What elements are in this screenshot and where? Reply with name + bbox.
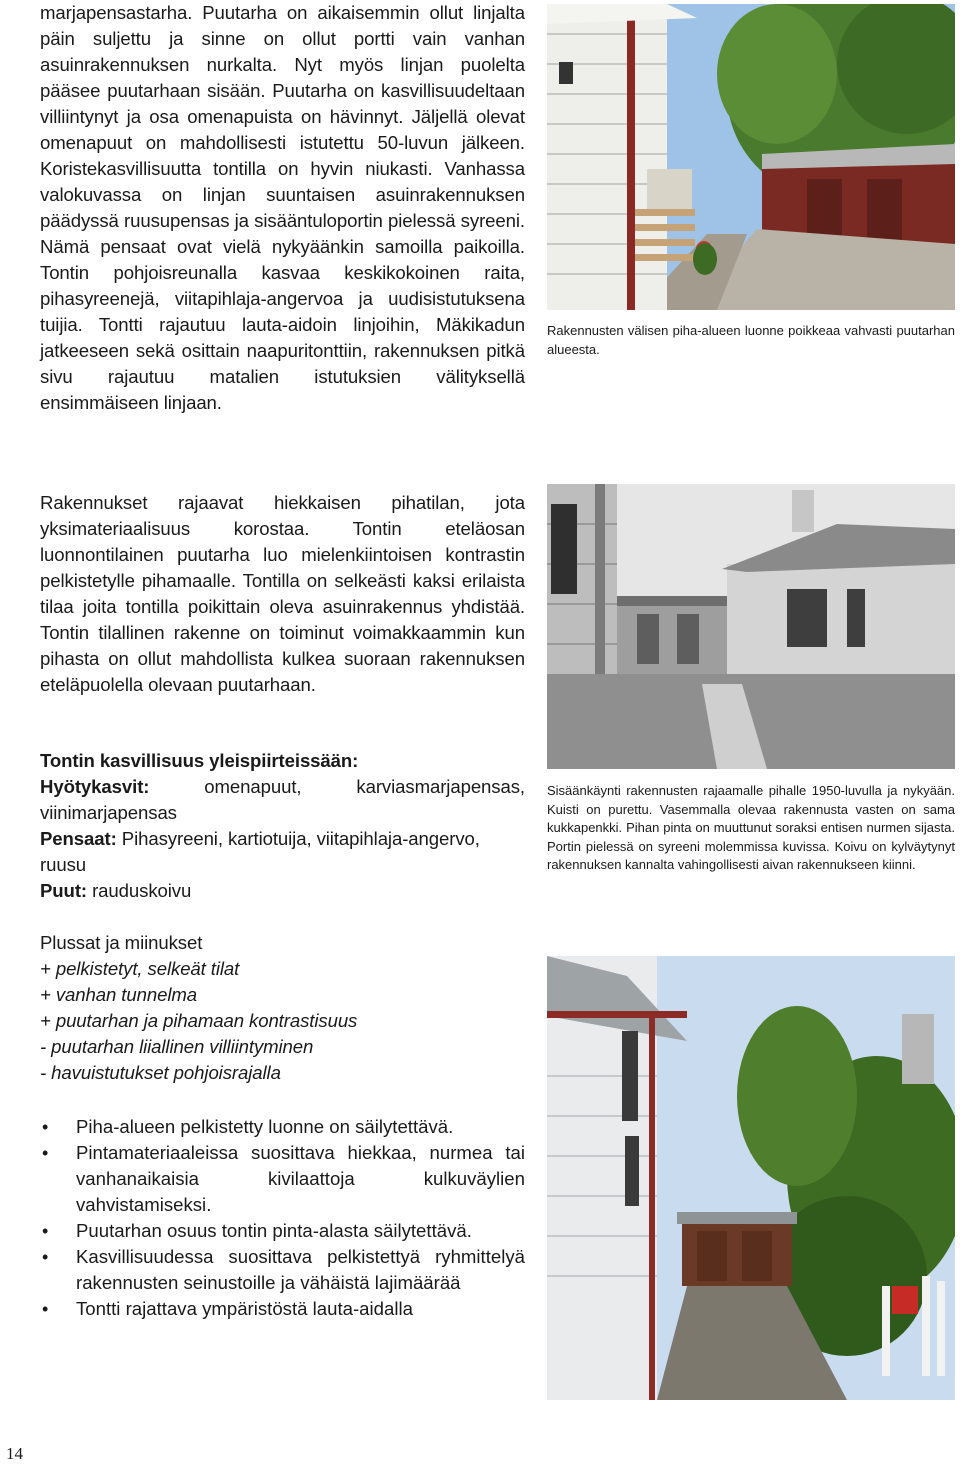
vegetation-heading: Tontin kasvillisuus yleispiirteissään: (40, 750, 359, 771)
recommendations-list-wrap (40, 1114, 525, 1322)
list-item: • Pintamateriaaleissa suosittava hiekkaa, nurmea tai vanhanaikaisia kivilaattoja kulkuväylien vahvistamiseksi. (40, 1140, 525, 1218)
courtyard-photo (547, 4, 955, 310)
useful-plants-text: omenapuut, karviasmarjapensas, viinimarjapensas (40, 776, 525, 823)
pros-cons-heading: Plussat ja miinukset (40, 932, 203, 953)
page-number: 14 (6, 1444, 23, 1463)
list-item: • Piha-alueen pelkistetty luonne on säilytettävä. (40, 1114, 525, 1140)
useful-plants-line (40, 774, 525, 826)
photo-caption-1: Rakennusten välisen piha-alueen luonne poikkeaa vahvasti puutarhan alueesta. (547, 323, 955, 357)
trees-label: Puut: (40, 880, 88, 901)
recommendations-list (40, 1114, 525, 1322)
shrubs-line (40, 826, 525, 878)
trees-line (40, 878, 525, 904)
pros-cons-item: - havuistutukset pohjoisrajalla (40, 1062, 281, 1083)
shrubs-label: Pensaat: (40, 828, 117, 849)
body-paragraph-2: Rakennukset rajaavat hiekkaisen pihatilan, jota yksimateriaalisuus korostaa. Tontin eteläosan luonnontilainen puutarha luo mielenkiintoisen kontrastin pelkistetylle pihamaalle. Tontilla on selkeästi kaksi erilaista tilaa joita tontilla poikittain oleva asuinrakennus yhdistää. Tontin tilallinen rakenne on toiminut voimakkaammin kun pihasta on ollut mahdollista kulkea suoraan rakennuksen eteläpuolella olevaan puutarhaan. (40, 492, 525, 695)
list-item: • Kasvillisuudessa suosittava pelkistettyä ryhmittelyä rakennusten seinustoille ja vähäistä lajimäärää (40, 1244, 525, 1296)
shrubs-text: Pihasyreeni, kartiotuija, viitapihlaja-angervo, ruusu (40, 828, 480, 875)
vegetation-section (40, 748, 525, 904)
list-item: • Tontti rajattava ympäristöstä lauta-aidalla (40, 1296, 525, 1322)
photo-caption-2: Sisäänkäynti rakennusten rajaamalle pihalle 1950-luvulla ja nykyään. Kuisti on purettu. Vasemmalla olevaa rakennusta vasten on sama kukkapenkki. Pihan pinta on muuttunut soraksi entisen nurmen sijasta. Portin pielessä on syreeni molemmissa kuvissa. Koivu on kylväytynyt rakennuksen kannalta vahingollisesti aivan rakennukseen kiinni. (547, 783, 955, 873)
historic-photo (547, 484, 955, 769)
trees-text: rauduskoivu (87, 880, 192, 901)
pros-cons-item: + puutarhan ja pihamaan kontrastisuus (40, 1010, 358, 1031)
entrance-photo (547, 956, 955, 1400)
pros-cons-item: - puutarhan liiallinen villiintyminen (40, 1036, 314, 1057)
pros-cons-item: + vanhan tunnelma (40, 984, 197, 1005)
useful-plants-label: Hyötykasvit: (40, 776, 150, 797)
pros-cons-section (40, 930, 525, 1086)
pros-cons-item: + pelkistetyt, selkeät tilat (40, 958, 240, 979)
list-item: • Puutarhan osuus tontin pinta-alasta säilytettävä. (40, 1218, 525, 1244)
body-paragraph-1: marjapensastarha. Puutarha on aikaisemmin ollut linjalta päin suljettu ja sinne on ollut portti vain vanhan asuinrakennuksen nurkalta. Nyt myös linjan puolelta pääsee puutarhaan sisään. Puutarha on kasvillisuudeltaan villiintynyt ja osa omenapuista on hävinnyt. Jäljellä olevat omenapuut on mahdollisesti istutettu 50-luvun jälkeen. Koristekasvillisuutta tontilla on hyvin niukasti. Vanhassa valokuvassa on linjan suuntaisen asuinrakennuksen päädyssä ruusupensas ja sisääntuloportin pielessä syreeni. Nämä pensaat ovat vielä nykyäänkin samoilla paikoilla. Tontin pohjoisreunalla kasvaa keskikokoinen raita, pihasyreenejä, viitapihlaja-angervoa ja uudisistutuksena tuijia. Tontti rajautuu lauta-aidoin linjoihin, Mäkikadun jatkeeseen sekä osittain naapuritonttiin, rakennuksen pitkä sivu rajautuu matalien istutuksien välityksellä ensimmäiseen linjaan. (40, 2, 525, 413)
